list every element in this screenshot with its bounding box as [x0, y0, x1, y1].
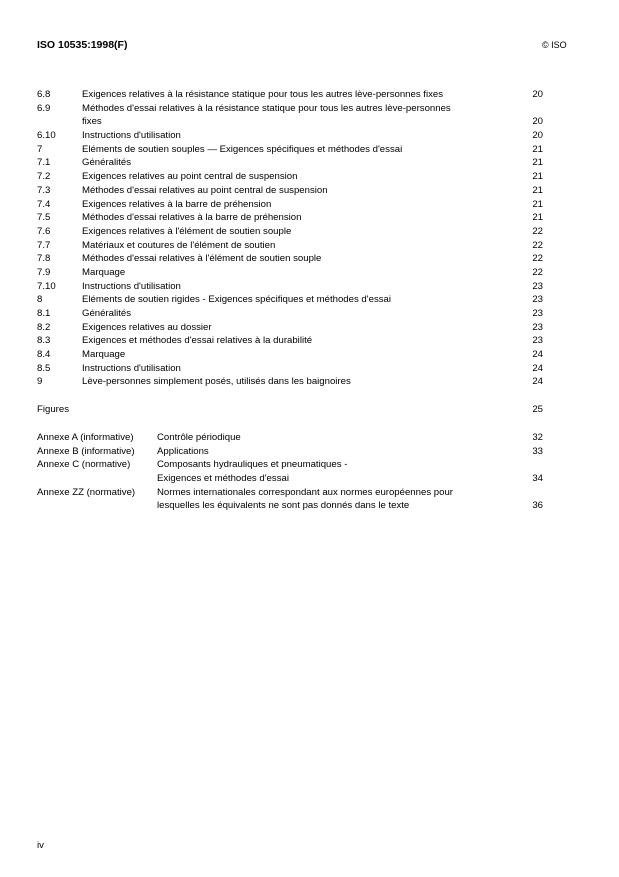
document-header-title: ISO 10535:1998(F) [37, 39, 128, 51]
toc-title: Exigences et méthodes d'essai relatives à la durabilité [82, 335, 313, 347]
toc-number: 7.3 [37, 184, 51, 196]
toc-page: 21 [532, 184, 543, 196]
toc-page: 22 [532, 266, 543, 278]
toc-row-8-4[interactable] [37, 348, 543, 362]
section-spacer [37, 417, 543, 431]
toc-number: 8.3 [37, 335, 51, 347]
toc-row-7-8[interactable] [37, 252, 543, 266]
toc-title: Exigences relatives à la barre de préhension [82, 198, 272, 210]
toc-page: 32 [532, 431, 543, 443]
toc-title: Instructions d'utilisation [82, 130, 181, 142]
toc-row-8-1[interactable] [37, 307, 543, 321]
toc-row-annex-zz-cont[interactable] [37, 499, 543, 513]
annex-label: Annexe ZZ (normative) [37, 486, 136, 498]
figures-label: Figures [37, 404, 69, 416]
toc-page: 22 [532, 239, 543, 251]
toc-title: Eléments de soutien rigides - Exigences spécifiques et méthodes d'essai [82, 294, 392, 306]
toc-title: Lève-personnes simplement posés, utilisés dans les baignoires [82, 376, 351, 388]
toc-page: 23 [532, 280, 543, 292]
toc-page: 21 [532, 212, 543, 224]
toc-number: 7.9 [37, 266, 51, 278]
toc-row-6-9[interactable] [37, 102, 543, 116]
toc-number: 8.5 [37, 362, 51, 374]
toc-row-8-3[interactable] [37, 334, 543, 348]
toc-row-annex-zz[interactable] [37, 486, 543, 500]
toc-number: 7.2 [37, 171, 51, 183]
toc-number: 7.1 [37, 157, 51, 169]
toc-number: 8.2 [37, 321, 51, 333]
toc-page: 34 [532, 472, 543, 484]
toc-row-7-10[interactable] [37, 280, 543, 294]
toc-title: Eléments de soutien souples — Exigences spécifiques et méthodes d'essai [82, 143, 403, 155]
toc-row-annex-b[interactable] [37, 445, 543, 459]
toc-title: Exigences relatives à l'élément de soutien souple [82, 225, 292, 237]
toc-number: 8.4 [37, 349, 51, 361]
annex-title: lesquelles les équivalents ne sont pas donnés dans le texte [157, 500, 410, 512]
toc-title: Méthodes d'essai relatives à la barre de préhension [82, 212, 302, 224]
annex-title: Applications [157, 445, 209, 457]
toc-page: 21 [532, 198, 543, 210]
toc-number: 7.6 [37, 225, 51, 237]
annex-label: Annexe C (normative) [37, 459, 131, 471]
toc-row-6-9-cont[interactable] [37, 115, 543, 129]
toc-row-9[interactable] [37, 375, 543, 389]
toc-number: 7.10 [37, 280, 56, 292]
toc-page: 24 [532, 349, 543, 361]
table-of-contents [37, 88, 543, 513]
toc-title: Méthodes d'essai relatives à l'élément de soutien souple [82, 253, 322, 265]
toc-page: 22 [532, 225, 543, 237]
toc-page: 23 [532, 335, 543, 347]
toc-page: 21 [532, 143, 543, 155]
toc-row-7[interactable] [37, 143, 543, 157]
copyright-notice: © ISO [542, 40, 567, 50]
toc-title: Généralités [82, 157, 132, 169]
toc-number: 9 [37, 376, 43, 388]
toc-page: 36 [532, 500, 543, 512]
toc-title: Exigences relatives au point central de suspension [82, 171, 298, 183]
toc-page: 24 [532, 362, 543, 374]
toc-number: 7.7 [37, 239, 51, 251]
annex-title: Composants hydrauliques et pneumatiques - [157, 459, 348, 471]
annex-title: Contrôle périodique [157, 431, 241, 443]
toc-number: 7.5 [37, 212, 51, 224]
toc-title: Généralités [82, 308, 132, 319]
toc-row-7-6[interactable] [37, 225, 543, 239]
toc-page: 21 [532, 171, 543, 183]
toc-title: fixes [82, 116, 102, 128]
toc-title: Méthodes d'essai relatives à la résistance statique pour tous les autres lève-personnes [82, 102, 451, 114]
toc-row-7-9[interactable] [37, 266, 543, 280]
toc-row-6-8[interactable] [37, 88, 543, 102]
toc-title: Méthodes d'essai relatives au point central de suspension [82, 184, 328, 196]
annex-title: Normes internationales correspondant aux normes européennes pour [157, 486, 453, 498]
toc-page: 23 [532, 321, 543, 333]
toc-page: 23 [532, 308, 543, 319]
toc-title: Instructions d'utilisation [82, 362, 181, 374]
toc-title: Instructions d'utilisation [82, 280, 181, 292]
toc-row-annex-a[interactable] [37, 431, 543, 445]
toc-title: Exigences relatives au dossier [82, 321, 212, 333]
toc-title: Exigences relatives à la résistance statique pour tous les autres lève-personnes fixes [82, 89, 444, 100]
toc-title: Marquage [82, 349, 126, 361]
toc-page: 24 [532, 376, 543, 388]
toc-page: 33 [532, 445, 543, 457]
toc-row-8-2[interactable] [37, 321, 543, 335]
toc-number: 8.1 [37, 308, 51, 319]
toc-title: Marquage [82, 266, 126, 278]
toc-number: 7 [37, 143, 43, 155]
toc-row-7-3[interactable] [37, 184, 543, 198]
toc-number: 6.10 [37, 130, 56, 142]
toc-page: 20 [532, 130, 543, 142]
toc-number: 7.4 [37, 198, 51, 210]
toc-title: Matériaux et coutures de l'élément de soutien [82, 239, 276, 251]
toc-row-annex-c[interactable] [37, 458, 543, 472]
toc-row-annex-c-cont[interactable] [37, 472, 543, 486]
annex-label: Annexe A (informative) [37, 431, 134, 443]
annex-label: Annexe B (informative) [37, 445, 135, 457]
footer-page-number: iv [37, 840, 44, 851]
toc-row-7-4[interactable] [37, 198, 543, 212]
toc-row-7-7[interactable] [37, 239, 543, 253]
toc-row-8-5[interactable] [37, 362, 543, 376]
toc-row-8[interactable] [37, 293, 543, 307]
toc-page: 22 [532, 253, 543, 265]
annex-title: Exigences et méthodes d'essai [157, 472, 289, 484]
toc-page: 20 [532, 89, 543, 100]
toc-number: 7.8 [37, 253, 51, 265]
toc-row-figures[interactable] [37, 403, 543, 417]
toc-page: 21 [532, 157, 543, 169]
section-spacer [37, 389, 543, 403]
toc-number: 6.8 [37, 89, 51, 100]
toc-page: 23 [532, 294, 543, 306]
toc-number: 6.9 [37, 102, 51, 114]
toc-row-7-2[interactable] [37, 170, 543, 184]
toc-page: 20 [532, 116, 543, 128]
toc-row-7-5[interactable] [37, 211, 543, 225]
toc-page: 25 [532, 404, 543, 416]
toc-number: 8 [37, 294, 43, 306]
toc-row-7-1[interactable] [37, 156, 543, 170]
toc-row-6-10[interactable] [37, 129, 543, 143]
